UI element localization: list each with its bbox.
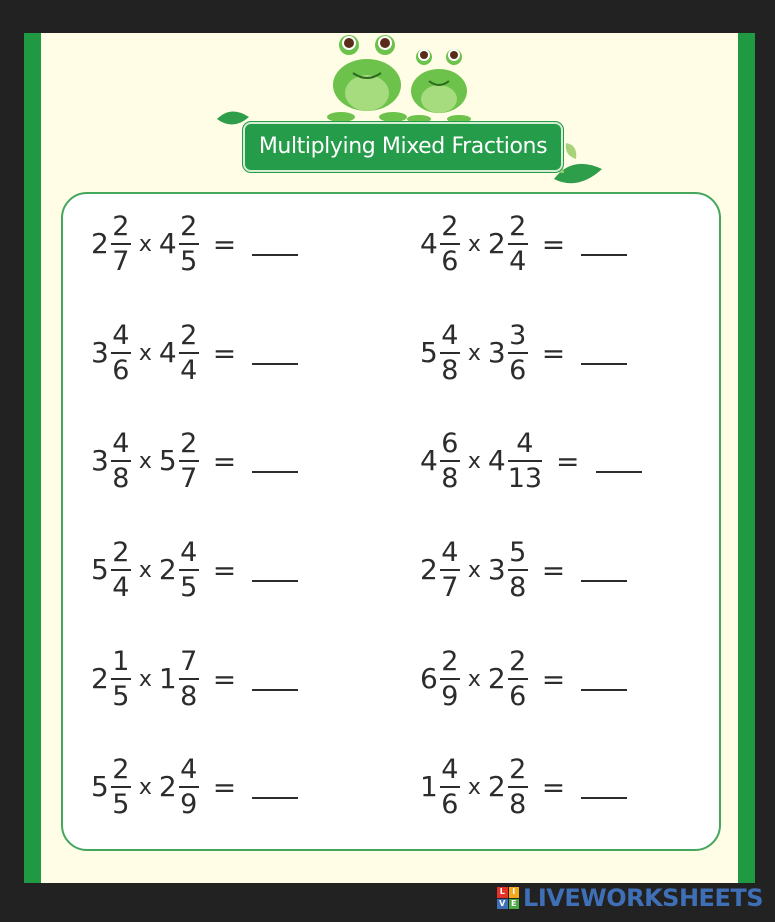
equals-sign: = [212,553,237,587]
numerator: 2 [112,537,130,568]
worksheet-paper [41,33,738,883]
numerator: 4 [516,428,534,459]
fraction [111,213,131,275]
worksheet-border [24,33,755,883]
fraction-bar [179,569,199,571]
equals-sign: = [556,444,580,478]
fraction [111,430,131,492]
equals-sign: = [212,336,237,370]
times-sign: x [467,666,481,692]
big-frog-icon [327,35,407,122]
whole-number: 4 [158,336,177,369]
fraction [440,430,460,492]
fraction [440,539,460,601]
fraction-bar [111,460,131,462]
denominator: 8 [509,789,527,820]
denominator: 5 [112,681,130,712]
fraction [179,539,199,601]
numerator: 7 [180,646,198,677]
whole-number: 4 [420,227,438,260]
numerator: 3 [509,320,527,351]
denominator: 9 [180,789,198,820]
fraction-bar [111,569,131,571]
fraction-bar [440,678,460,680]
numerator: 4 [180,754,198,785]
answer-blank[interactable] [252,471,298,473]
denominator: 13 [507,463,543,494]
problem [91,423,298,499]
fraction-bar [508,352,528,354]
fraction-bar [440,786,460,788]
whole-number: 3 [487,553,506,586]
times-sign: x [467,448,481,474]
fraction-bar [440,460,460,462]
fraction [508,648,528,710]
numerator: 2 [180,320,198,351]
numerator: 2 [112,754,130,785]
worksheet-title: Multiplying Mixed Fractions [243,122,563,172]
whole-number: 4 [487,444,506,477]
times-sign: x [467,557,481,583]
whole-number: 5 [91,553,109,586]
whole-number: 3 [487,336,506,369]
whole-number: 2 [158,553,177,586]
denominator: 4 [112,572,130,603]
equals-sign: = [541,227,566,261]
denominator: 8 [180,681,198,712]
watermark-text: LIVEWORKSHEETS [523,884,763,912]
fraction [179,430,199,492]
denominator: 7 [180,463,198,494]
answer-blank[interactable] [581,363,627,365]
numerator: 1 [112,646,130,677]
whole-number: 2 [487,227,506,260]
times-sign: x [138,557,152,583]
fraction [508,539,528,601]
numerator: 4 [441,754,459,785]
whole-number: 2 [487,662,506,695]
whole-number: 1 [420,770,438,803]
equals-sign: = [212,662,237,696]
numerator: 4 [441,320,459,351]
whole-number: 2 [91,662,109,695]
numerator: 4 [441,537,459,568]
fraction [440,322,460,384]
fraction [111,322,131,384]
denominator: 6 [509,681,527,712]
numerator: 2 [180,211,198,242]
numerator: 2 [180,428,198,459]
fraction [440,213,460,275]
fraction [179,322,199,384]
fraction-bar [508,569,528,571]
numerator: 2 [441,646,459,677]
fraction [440,648,460,710]
whole-number: 5 [91,770,109,803]
denominator: 8 [509,572,527,603]
problem [91,641,298,717]
fraction-bar [508,460,542,462]
times-sign: x [138,666,152,692]
numerator: 2 [441,211,459,242]
fraction-bar [179,678,199,680]
answer-blank[interactable] [581,797,627,799]
times-sign: x [467,231,481,257]
fraction-bar [508,786,528,788]
equals-sign: = [541,336,566,370]
answer-blank[interactable] [581,580,627,582]
problem [420,532,627,608]
whole-number: 2 [420,553,438,586]
denominator: 5 [180,246,198,277]
fraction [111,539,131,601]
fraction [179,648,199,710]
fraction-bar [111,352,131,354]
fraction-bar [508,243,528,245]
whole-number: 4 [158,227,177,260]
equals-sign: = [541,553,566,587]
equals-sign: = [212,770,237,804]
fraction-bar [440,352,460,354]
denominator: 8 [441,355,459,386]
problem [91,315,298,391]
whole-number: 1 [158,662,177,695]
answer-blank[interactable] [581,254,627,256]
numerator: 4 [112,428,130,459]
fraction-bar [179,352,199,354]
whole-number: 3 [91,336,109,369]
denominator: 6 [112,355,130,386]
fraction-bar [179,786,199,788]
logo-letter: L [497,887,508,898]
whole-number: 5 [420,336,438,369]
denominator: 4 [509,246,527,277]
answer-blank[interactable] [252,689,298,691]
denominator: 8 [441,463,459,494]
problem [420,423,642,499]
denominator: 7 [112,246,130,277]
fraction-bar [179,460,199,462]
fraction [508,430,542,492]
logo-letter: V [497,899,508,910]
fraction [179,756,199,818]
whole-number: 4 [420,444,438,477]
whole-number: 6 [420,662,438,695]
denominator: 6 [441,246,459,277]
denominator: 6 [509,355,527,386]
denominator: 4 [180,355,198,386]
equals-sign: = [212,444,237,478]
denominator: 6 [441,789,459,820]
problem [91,749,298,825]
numerator: 2 [509,646,527,677]
fraction-bar [111,678,131,680]
equals-sign: = [212,227,237,261]
answer-blank[interactable] [252,363,298,365]
fraction-bar [111,786,131,788]
fraction [440,756,460,818]
numerator: 4 [180,537,198,568]
fraction-bar [508,678,528,680]
numerator: 2 [112,211,130,242]
fraction-bar [111,243,131,245]
fraction [508,756,528,818]
problem [420,206,627,282]
fraction [111,648,131,710]
logo-letter: I [509,887,520,898]
answer-blank[interactable] [252,797,298,799]
fraction [508,322,528,384]
problem [91,532,298,608]
problem [420,641,627,717]
denominator: 5 [180,572,198,603]
fraction-bar [179,243,199,245]
liveworksheets-logo-icon [497,887,519,909]
liveworksheets-watermark[interactable] [497,882,763,914]
frogs-illustration [319,33,479,125]
denominator: 5 [112,789,130,820]
equals-sign: = [541,662,566,696]
answer-blank[interactable] [252,580,298,582]
times-sign: x [138,340,152,366]
times-sign: x [467,774,481,800]
fraction [111,756,131,818]
whole-number: 3 [91,444,109,477]
numerator: 2 [509,754,527,785]
denominator: 8 [112,463,130,494]
numerator: 5 [509,537,527,568]
logo-letter: E [509,899,520,910]
fraction [179,213,199,275]
fraction-bar [440,243,460,245]
problem [420,315,627,391]
answer-blank[interactable] [581,689,627,691]
times-sign: x [467,340,481,366]
numerator: 2 [509,211,527,242]
times-sign: x [138,774,152,800]
whole-number: 2 [158,770,177,803]
fraction [508,213,528,275]
whole-number: 2 [91,227,109,260]
numerator: 4 [112,320,130,351]
answer-blank[interactable] [596,471,642,473]
equals-sign: = [541,770,566,804]
answer-blank[interactable] [252,254,298,256]
times-sign: x [138,231,152,257]
denominator: 7 [441,572,459,603]
numerator: 6 [441,428,459,459]
denominator: 9 [441,681,459,712]
times-sign: x [138,448,152,474]
problem [91,206,298,282]
problem [420,749,627,825]
fraction-bar [440,569,460,571]
problems-box [61,192,721,851]
small-frog-icon [407,49,471,123]
whole-number: 5 [158,444,177,477]
whole-number: 2 [487,770,506,803]
